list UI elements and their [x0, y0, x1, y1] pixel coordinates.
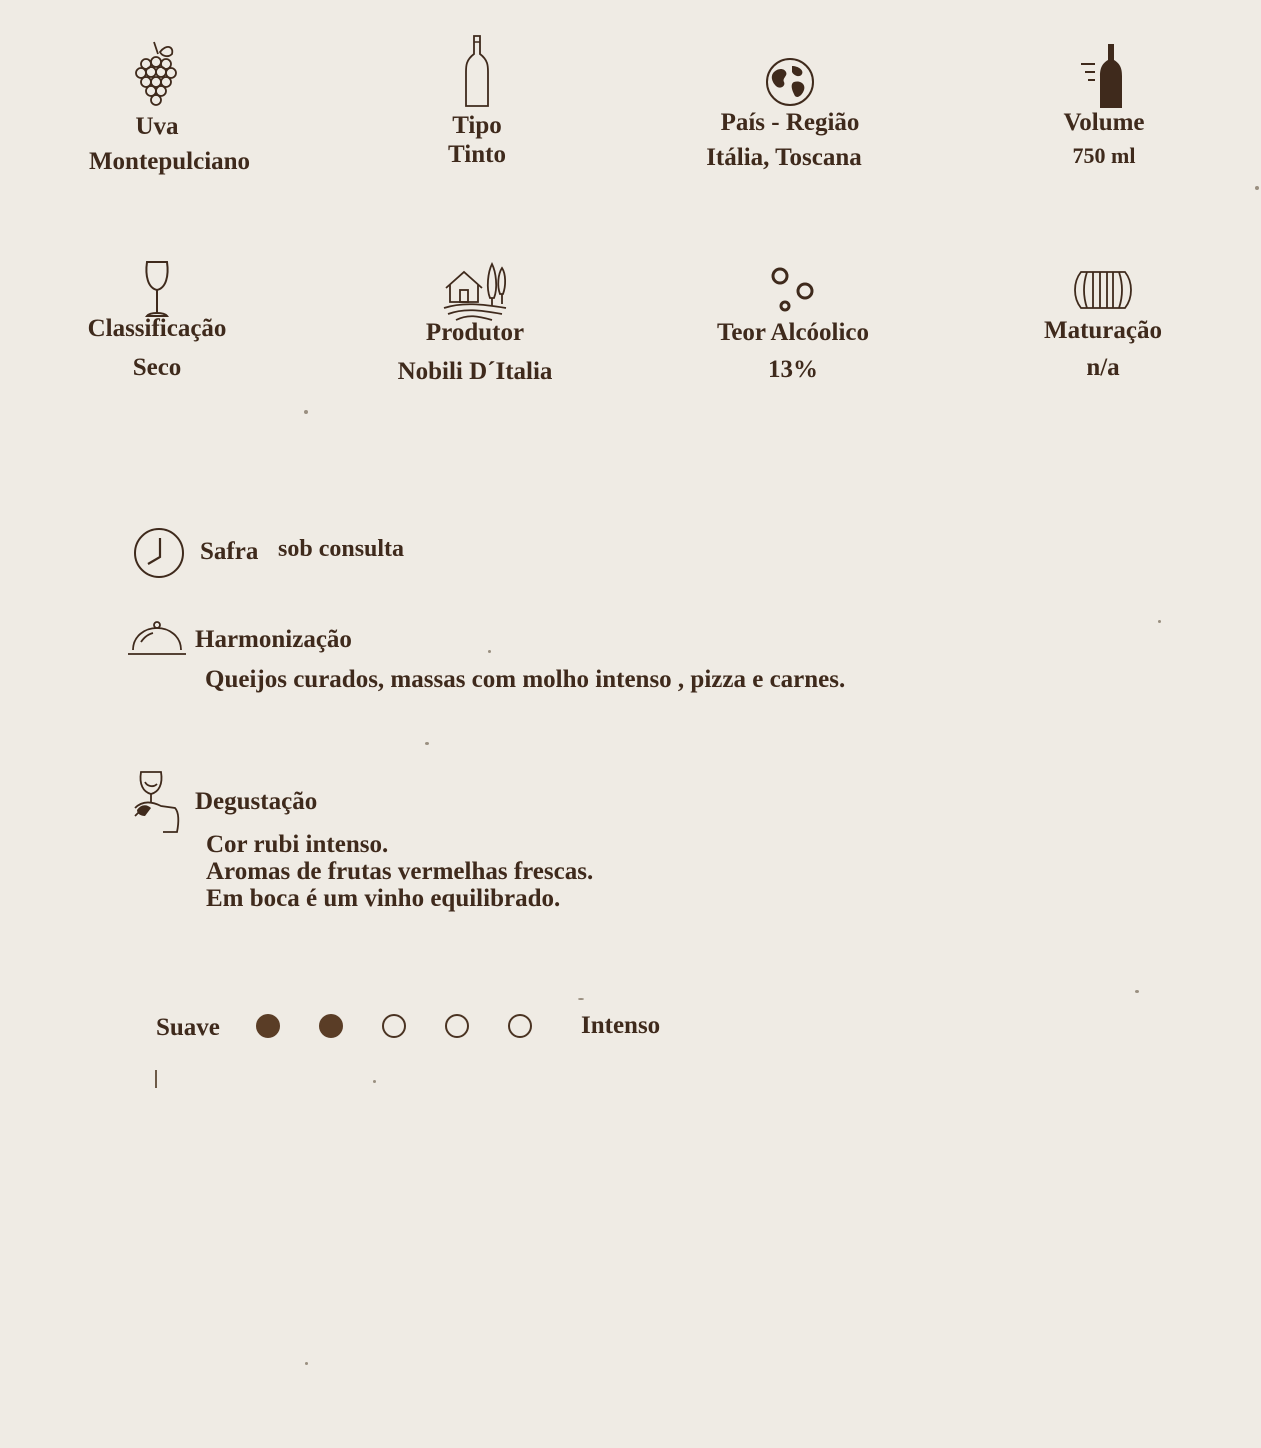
- spec-volume: [974, 42, 1234, 174]
- spec-label: País - Região: [720, 109, 860, 136]
- spec-country-region: [660, 56, 920, 176]
- spec-classification: [27, 258, 287, 386]
- safra-value: sob consulta: [278, 536, 405, 562]
- spec-label: Tipo: [452, 112, 502, 139]
- grapes-icon: [132, 40, 182, 110]
- wine-bottle-outline-icon: [462, 34, 492, 109]
- spec-value: Montepulciano: [88, 148, 251, 175]
- spec-label: Uva: [135, 113, 179, 140]
- intensity-max-label: Intenso: [581, 1012, 661, 1039]
- intensity-dot-filled: [319, 1014, 343, 1038]
- spec-producer: [345, 258, 605, 390]
- harmonizacao-title: Harmonização: [195, 626, 352, 653]
- spec-grape: [27, 40, 287, 180]
- spec-type: [347, 34, 607, 173]
- degustacao-title: Degustação: [195, 788, 318, 815]
- degustacao-section: [133, 768, 1033, 918]
- spec-value: 13%: [768, 356, 818, 383]
- clock-icon: [132, 526, 186, 580]
- cloche-icon: [127, 620, 187, 658]
- intensity-min-label: Suave: [156, 1014, 220, 1041]
- degustacao-line: Cor rubi intenso.: [206, 831, 389, 858]
- spec-label: Maturação: [1043, 317, 1163, 344]
- spec-value: n/a: [1086, 354, 1120, 381]
- harmonizacao-section: [127, 620, 1027, 710]
- spec-maturation: [973, 268, 1233, 386]
- spec-value: Itália, Toscana: [706, 144, 862, 171]
- degustacao-line: Aromas de frutas vermelhas frescas.: [206, 858, 594, 885]
- spec-value: 750 ml: [1072, 143, 1136, 168]
- intensity-dots: [256, 1012, 556, 1042]
- bubbles-icon: [768, 266, 818, 316]
- barrel-icon: [1073, 268, 1133, 312]
- spec-label: Teor Alcóolico: [716, 319, 870, 346]
- tasting-glass-hand-icon: [133, 768, 183, 836]
- spec-value: Seco: [132, 354, 182, 381]
- intensity-scale: [156, 1010, 696, 1050]
- wine-bottle-filled-icon: [1079, 42, 1129, 110]
- spec-label: Volume: [1063, 109, 1145, 136]
- intensity-dot-empty: [508, 1014, 532, 1038]
- intensity-dot-filled: [256, 1014, 280, 1038]
- spec-value: Tinto: [448, 141, 506, 168]
- winery-icon: [442, 258, 508, 324]
- intensity-dot-empty: [382, 1014, 406, 1038]
- globe-icon: [764, 56, 816, 108]
- spec-alcohol: [663, 266, 923, 388]
- spec-label: Produtor: [425, 319, 525, 346]
- spec-value: Nobili D´Italia: [397, 358, 553, 385]
- spec-label: Classificação: [87, 315, 227, 342]
- harmonizacao-text: Queijos curados, massas com molho intenso , pizza e carnes.: [205, 666, 846, 693]
- wine-glass-icon: [142, 258, 172, 320]
- degustacao-line: Em boca é um vinho equilibrado.: [206, 885, 561, 912]
- safra-label: Safra: [200, 538, 259, 565]
- intensity-dot-empty: [445, 1014, 469, 1038]
